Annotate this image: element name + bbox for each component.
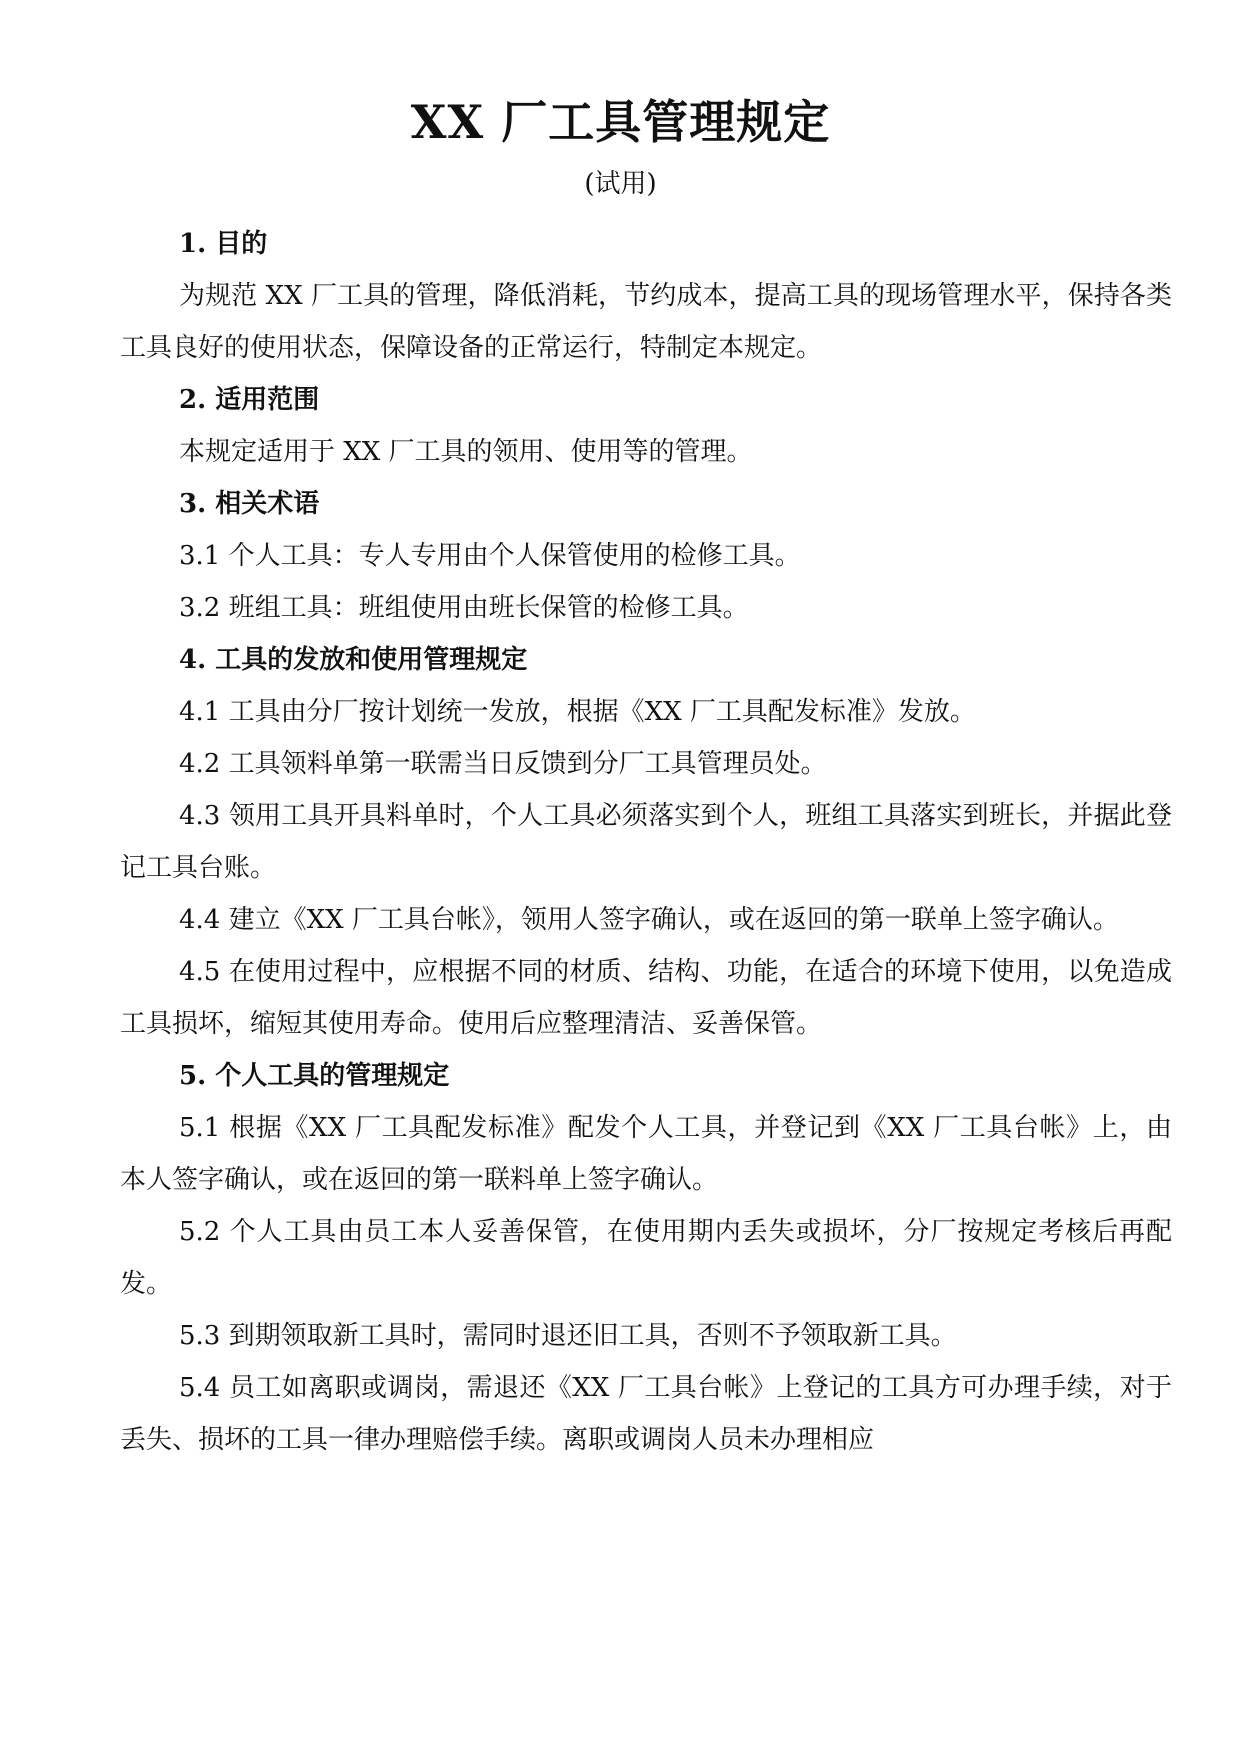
paragraph: 3.2 班组工具：班组使用由班长保管的检修工具。: [179, 593, 749, 623]
paragraph: 4.1 工具由分厂按计划统一发放，根据《XX 厂工具配发标准》发放。: [179, 697, 976, 727]
paragraph: 3.1 个人工具：专人专用由个人保管使用的检修工具。: [179, 541, 801, 571]
paragraph: 本规定适用于 XX 厂工具的领用、使用等的管理。: [179, 437, 753, 467]
section-heading: 1. 目的: [179, 229, 268, 259]
paragraph: 5.1 根据《XX 厂工具配发标准》配发个人工具，并登记到《XX 厂工具台帐》上，由本人签字确认，或在返回的第一联料单上签字确认。: [120, 1113, 1172, 1195]
section-heading: 5. 个人工具的管理规定: [179, 1061, 450, 1091]
paragraph: 4.2 工具领料单第一联需当日反馈到分厂工具管理员处。: [179, 749, 827, 779]
paragraph: 5.4 员工如离职或调岗，需退还《XX 厂工具台帐》上登记的工具方可办理手续，对于丢失、损坏的工具一律办理赔偿手续。离职或调岗人员未办理相应: [120, 1373, 1172, 1455]
paragraph: 4.5 在使用过程中，应根据不同的材质、结构、功能，在适合的环境下使用，以免造成工具损坏，缩短其使用寿命。使用后应整理清洁、妥善保管。: [120, 957, 1172, 1039]
document-title: XX 厂工具管理规定: [410, 95, 831, 149]
paragraph: 4.4 建立《XX 厂工具台帐》，领用人签字确认，或在返回的第一联单上签字确认。: [179, 905, 1119, 935]
section-heading: 3. 相关术语: [179, 489, 320, 519]
section-heading: 4. 工具的发放和使用管理规定: [179, 645, 528, 675]
paragraph: 为规范 XX 厂工具的管理，降低消耗，节约成本，提高工具的现场管理水平，保持各类工具良好的使用状态，保障设备的正常运行，特制定本规定。: [120, 281, 1172, 363]
paragraph: 4.3 领用工具开具料单时，个人工具必须落实到个人，班组工具落实到班长，并据此登记工具台账。: [120, 801, 1172, 883]
section-heading: 2. 适用范围: [179, 385, 320, 415]
paragraph: 5.2 个人工具由员工本人妥善保管，在使用期内丢失或损坏，分厂按规定考核后再配发。: [120, 1217, 1172, 1299]
document-subtitle: (试用): [584, 169, 657, 199]
document-body: [120, 218, 1172, 1466]
paragraph: 5.3 到期领取新工具时，需同时退还旧工具，否则不予领取新工具。: [179, 1321, 957, 1351]
